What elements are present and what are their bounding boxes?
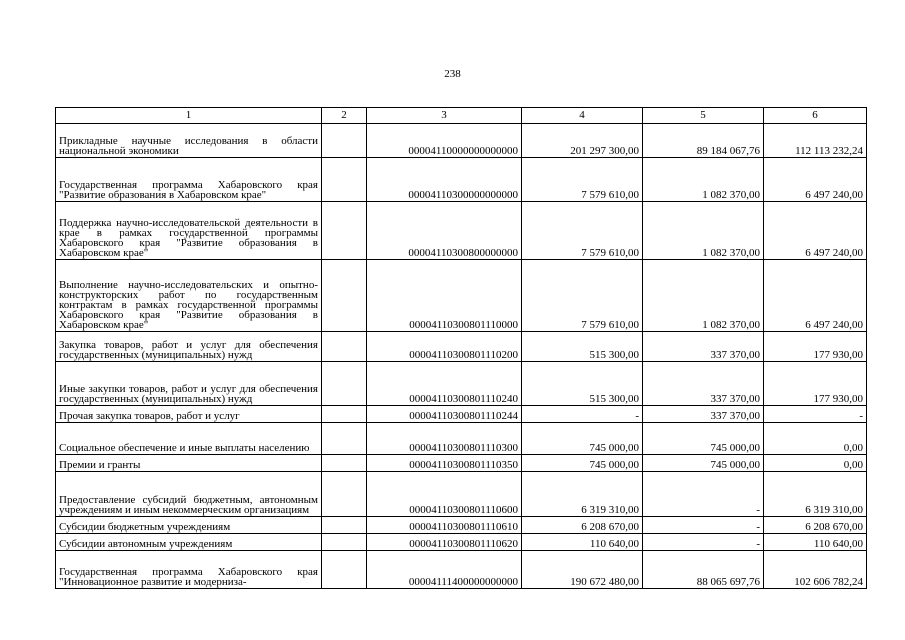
row-name: Субсидии бюджетным учреждениям [56,517,322,534]
row-value-6: 0,00 [764,455,867,472]
row-value-6: 102 606 782,24 [764,551,867,589]
row-name: Поддержка научно-исследовательской деятельности в крае в рамках государственной программы Хабаровского края "Развитие образования в Хабаровском крае" [56,202,322,260]
row-value-4: - [522,406,643,423]
header-col-5: 5 [643,108,764,124]
row-name: Закупка товаров, работ и услуг для обеспечения государственных (муниципальных) нужд [56,332,322,362]
row-value-5: 745 000,00 [643,423,764,455]
row-value-5: 337 370,00 [643,362,764,406]
row-name: Иные закупки товаров, работ и услуг для обеспечения государственных (муниципальных) нужд [56,362,322,406]
row-value-4: 515 300,00 [522,332,643,362]
header-col-4: 4 [522,108,643,124]
table-row [56,406,867,423]
row-col2 [322,406,367,423]
row-value-4: 7 579 610,00 [522,260,643,332]
table-row [56,202,867,260]
row-col2 [322,362,367,406]
row-value-5: - [643,472,764,517]
table-row [56,124,867,158]
row-value-6: 6 497 240,00 [764,260,867,332]
row-value-5: 337 370,00 [643,332,764,362]
row-col2 [322,202,367,260]
row-value-5: 89 184 067,76 [643,124,764,158]
row-code: 00004110300801110620 [367,534,522,551]
row-value-4: 745 000,00 [522,455,643,472]
row-value-5: - [643,534,764,551]
table-row [56,455,867,472]
row-value-4: 110 640,00 [522,534,643,551]
row-value-5: 745 000,00 [643,455,764,472]
row-code: 00004110300801110610 [367,517,522,534]
row-value-4: 201 297 300,00 [522,124,643,158]
header-col-1: 1 [56,108,322,124]
row-col2 [322,472,367,517]
table-header-row [56,108,867,124]
row-col2 [322,124,367,158]
page-number: 238 [444,68,461,80]
budget-table [55,107,867,589]
row-col2 [322,455,367,472]
row-value-6: 6 319 310,00 [764,472,867,517]
row-value-5: 88 065 697,76 [643,551,764,589]
header-col-2: 2 [322,108,367,124]
row-value-4: 7 579 610,00 [522,202,643,260]
row-code: 00004110300801110244 [367,406,522,423]
row-value-5: 1 082 370,00 [643,202,764,260]
row-name: Выполнение научно-исследовательских и опытно-конструкторских работ по государственным контрактам в рамках государственной программы Хабаровского края "Развитие образования в Хабаровском крае" [56,260,322,332]
row-value-6: 6 497 240,00 [764,202,867,260]
row-col2 [322,332,367,362]
row-col2 [322,534,367,551]
row-name: Прикладные научные исследования в области национальной экономики [56,124,322,158]
table-row [56,332,867,362]
row-name: Субсидии автономным учреждениям [56,534,322,551]
row-value-6: 177 930,00 [764,362,867,406]
row-value-5: 1 082 370,00 [643,158,764,202]
row-col2 [322,517,367,534]
row-value-5: - [643,517,764,534]
table-row [56,472,867,517]
row-col2 [322,423,367,455]
table-row [56,534,867,551]
row-value-4: 6 208 670,00 [522,517,643,534]
row-code: 00004110300800000000 [367,202,522,260]
row-code: 00004110300801110350 [367,455,522,472]
row-value-4: 190 672 480,00 [522,551,643,589]
row-code: 00004110300801110240 [367,362,522,406]
row-value-6: 6 497 240,00 [764,158,867,202]
table-row [56,551,867,589]
row-code: 00004110300801110300 [367,423,522,455]
row-value-4: 515 300,00 [522,362,643,406]
table-row [56,260,867,332]
row-name: Государственная программа Хабаровского края "Инновационное развитие и модерниза- [56,551,322,589]
row-col2 [322,158,367,202]
row-value-6: 177 930,00 [764,332,867,362]
row-name: Предоставление субсидий бюджетным, автономным учреждениям и иным некоммерческим организациям [56,472,322,517]
row-code: 00004110300801110200 [367,332,522,362]
row-value-6: 110 640,00 [764,534,867,551]
row-value-6: 6 208 670,00 [764,517,867,534]
row-name: Премии и гранты [56,455,322,472]
row-col2 [322,260,367,332]
row-code: 00004110300000000000 [367,158,522,202]
row-value-6: 0,00 [764,423,867,455]
table-row [56,423,867,455]
row-code: 00004110300801110000 [367,260,522,332]
table-row [56,158,867,202]
row-value-4: 7 579 610,00 [522,158,643,202]
row-code: 00004111400000000000 [367,551,522,589]
row-value-5: 1 082 370,00 [643,260,764,332]
row-name: Социальное обеспечение и иные выплаты населению [56,423,322,455]
row-col2 [322,551,367,589]
row-code: 00004110300801110600 [367,472,522,517]
row-value-4: 745 000,00 [522,423,643,455]
table-row [56,517,867,534]
row-value-4: 6 319 310,00 [522,472,643,517]
table-row [56,362,867,406]
row-value-5: 337 370,00 [643,406,764,423]
row-name: Прочая закупка товаров, работ и услуг [56,406,322,423]
row-value-6: 112 113 232,24 [764,124,867,158]
row-name: Государственная программа Хабаровского края "Развитие образования в Хабаровском крае" [56,158,322,202]
row-code: 00004110000000000000 [367,124,522,158]
header-col-3: 3 [367,108,522,124]
row-value-6: - [764,406,867,423]
header-col-6: 6 [764,108,867,124]
